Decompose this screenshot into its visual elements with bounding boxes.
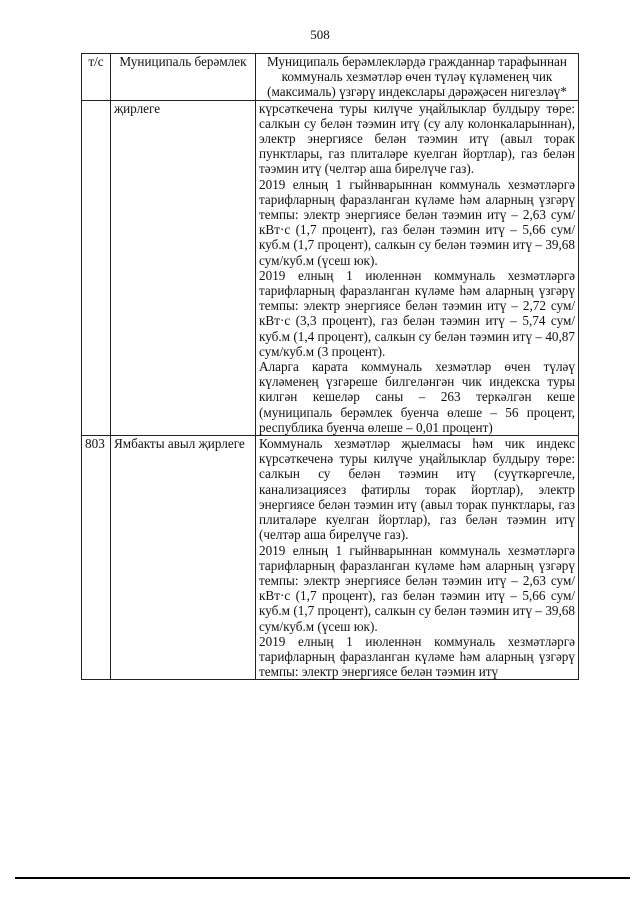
row-number: 803 — [82, 436, 111, 680]
table-header-row — [82, 54, 579, 101]
bottom-rule — [15, 877, 630, 879]
row-description — [256, 436, 579, 680]
table-row — [82, 100, 579, 435]
tariff-table — [81, 53, 579, 680]
paragraph: 2019 елның 1 гыйнварыннан коммуналь хезмәтләргә тарифларның фаразланган күләме һәм аларның үзгәрү темпы: электр энергиясе белән тәэмин итү – 2,63 сум/кВт·с (1,7 процент), газ белән тәэмин итү – 5,66 сум/куб.м (1,7 процент), салкын су белән тәэмин итү – 39,68 сум/куб.м (үсеш юк). — [259, 542, 575, 634]
page-number: 508 — [310, 27, 330, 42]
paragraph: күрсәткечена туры килүче уңайлыклар булдыру төре: салкын су белән тәэмин итү (су алу колонкаларыннан), электр энергиясе белән тәэмин итү (авыл торак пунктлары, газ плиталәре куелган йортлар), газ белән тәэмин итү (челтәр аша бирелүче газ). — [259, 100, 575, 177]
row-description — [256, 100, 579, 435]
row-municipality: Ямбакты авыл җирлеге — [111, 436, 256, 680]
paragraph: Коммуналь хезмәтләр җыелмасы һәм чик индекс күрсәткеченә туры килүче уңайлыклар булдыру төре: салкын су белән тәэмин итү (суүткәргечле, канализациясез фатирлы торак йортлар), электр энергиясе белән тәэмин итү (авыл торак пунктлары, газ плиталәре куелган йортлар), газ белән тәэмин итү (челтәр аша бирелүче газ). — [259, 436, 575, 543]
paragraph: 2019 елның 1 июленнән коммуналь хезмәтләргә тарифларның фаразланган күләме һәм аларның үзгәрү темпы: электр энергиясе белән тәэмин итү — [259, 633, 575, 680]
paragraph: 2019 елның 1 июленнән коммуналь хезмәтләргә тарифларның фаразланган күләме һәм аларның үзгәрү темпы: электр энергиясе белән тәэмин итү – 2,72 сум/кВт·с (3,3 процент), газ белән тәэмин итү – 5,74 сум/куб.м (1,4 процент), салкын су белән тәэмин итү – 40,87 сум/куб.м (3 процент). — [259, 267, 575, 359]
header-description: Муниципаль берәмлекләрдә гражданнар тарафыннан коммуналь хезмәтләр өчен түләү күләменең чик (максималь) үзгәрү индекслары дәрәҗәсен нигезләү* — [256, 54, 579, 101]
header-number: т/с — [82, 54, 111, 101]
table-row — [82, 436, 579, 680]
paragraph: 2019 елның 1 гыйнварыннан коммуналь хезмәтләргә тарифларның фаразланган күләме һәм аларның үзгәрү темпы: электр энергиясе белән тәэмин итү – 2,63 сум/кВт·с (1,7 процент), газ белән тәэмин итү – 5,66 сум/куб.м (1,7 процент), салкын су белән тәэмин итү – 39,68 сум/куб.м (үсеш юк). — [259, 176, 575, 268]
header-municipality: Муниципаль берәмлек — [111, 54, 256, 101]
paragraph: Аларга карата коммуналь хезмәтләр өчен түләү күләменең үзгәреше билгеләнгән чик индекска туры килгән кешеләр саны – 263 теркәлгән кеше (муниципаль берәмлек буенча өлеше – 56 процент, республика буенча өлеше – 0,01 процент) — [259, 359, 575, 435]
row-number — [82, 100, 111, 435]
row-municipality: җирлеге — [111, 100, 256, 435]
